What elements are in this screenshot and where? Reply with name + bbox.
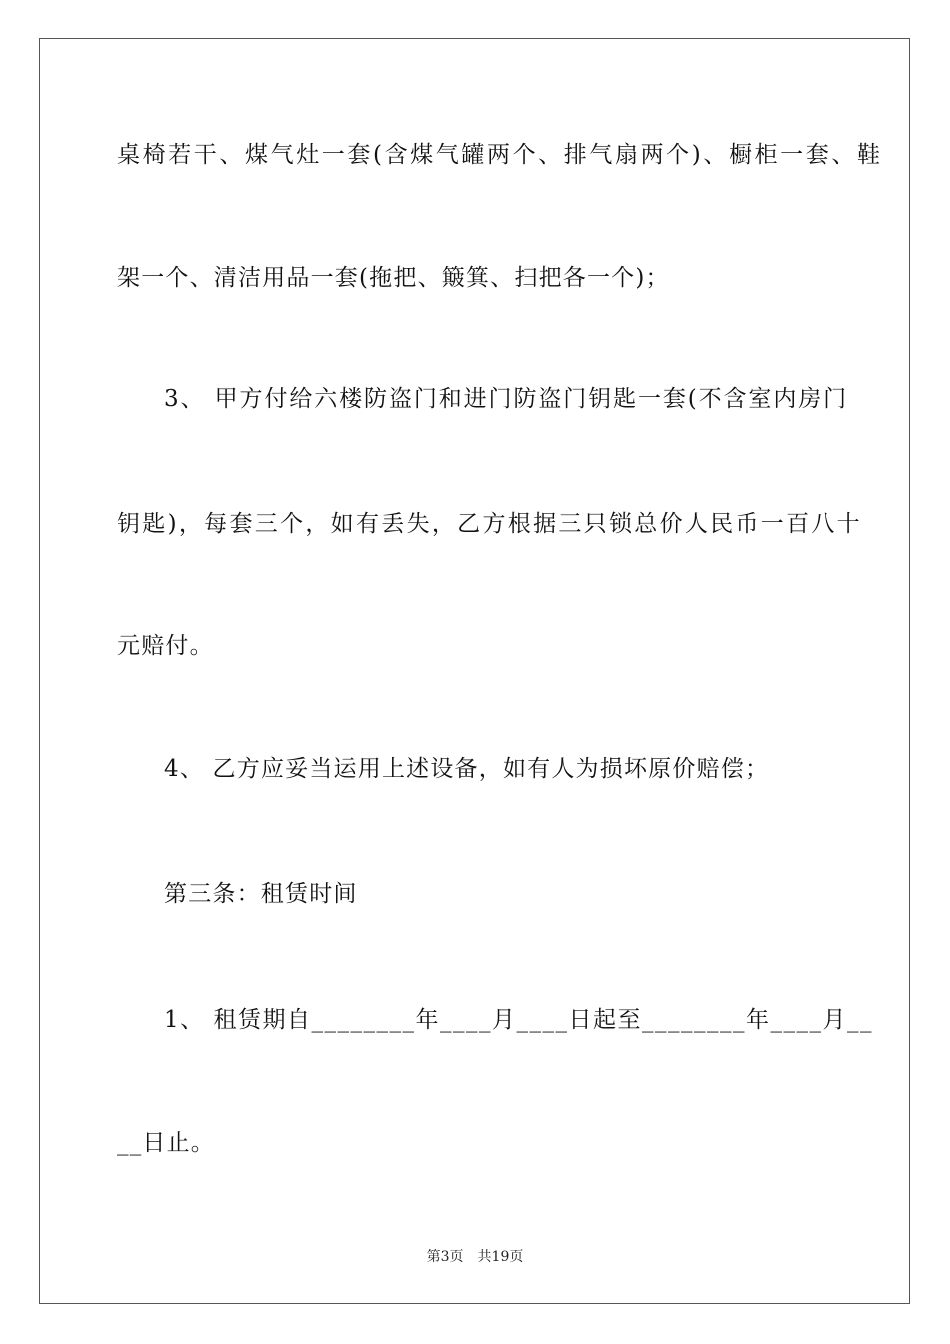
text-line-furniture-list: 桌椅若干、煤气灶一套(含煤气罐两个、排气扇两个)、橱柜一套、鞋 <box>117 142 883 168</box>
total-pages: 共19页 <box>477 1249 524 1265</box>
clause-1-lease-period: 1、 租赁期自________年____月____日起至________年____月__ <box>164 1007 873 1033</box>
clause-3-keys: 3、 甲方付给六楼防盗门和进门防盗门钥匙一套(不含室内房门 <box>164 386 849 412</box>
text-line-cleaning-supplies: 架一个、清洁用品一套(拖把、簸箕、扫把各一个)； <box>117 265 670 291</box>
current-page-number: 第3页 <box>426 1249 464 1265</box>
clause-4-equipment-use: 4、 乙方应妥当运用上述设备，如有人为损坏原价赔偿； <box>164 756 770 782</box>
page-footer <box>0 1248 950 1266</box>
page-border <box>39 38 910 1304</box>
text-line-lease-end: __日止。 <box>117 1130 215 1156</box>
text-line-keys-loss: 钥匙)，每套三个，如有丢失，乙方根据三只锁总价人民币一百八十 <box>117 511 862 537</box>
text-line-compensation: 元赔付。 <box>117 633 214 659</box>
article-3-heading: 第三条：租赁时间 <box>164 881 358 907</box>
